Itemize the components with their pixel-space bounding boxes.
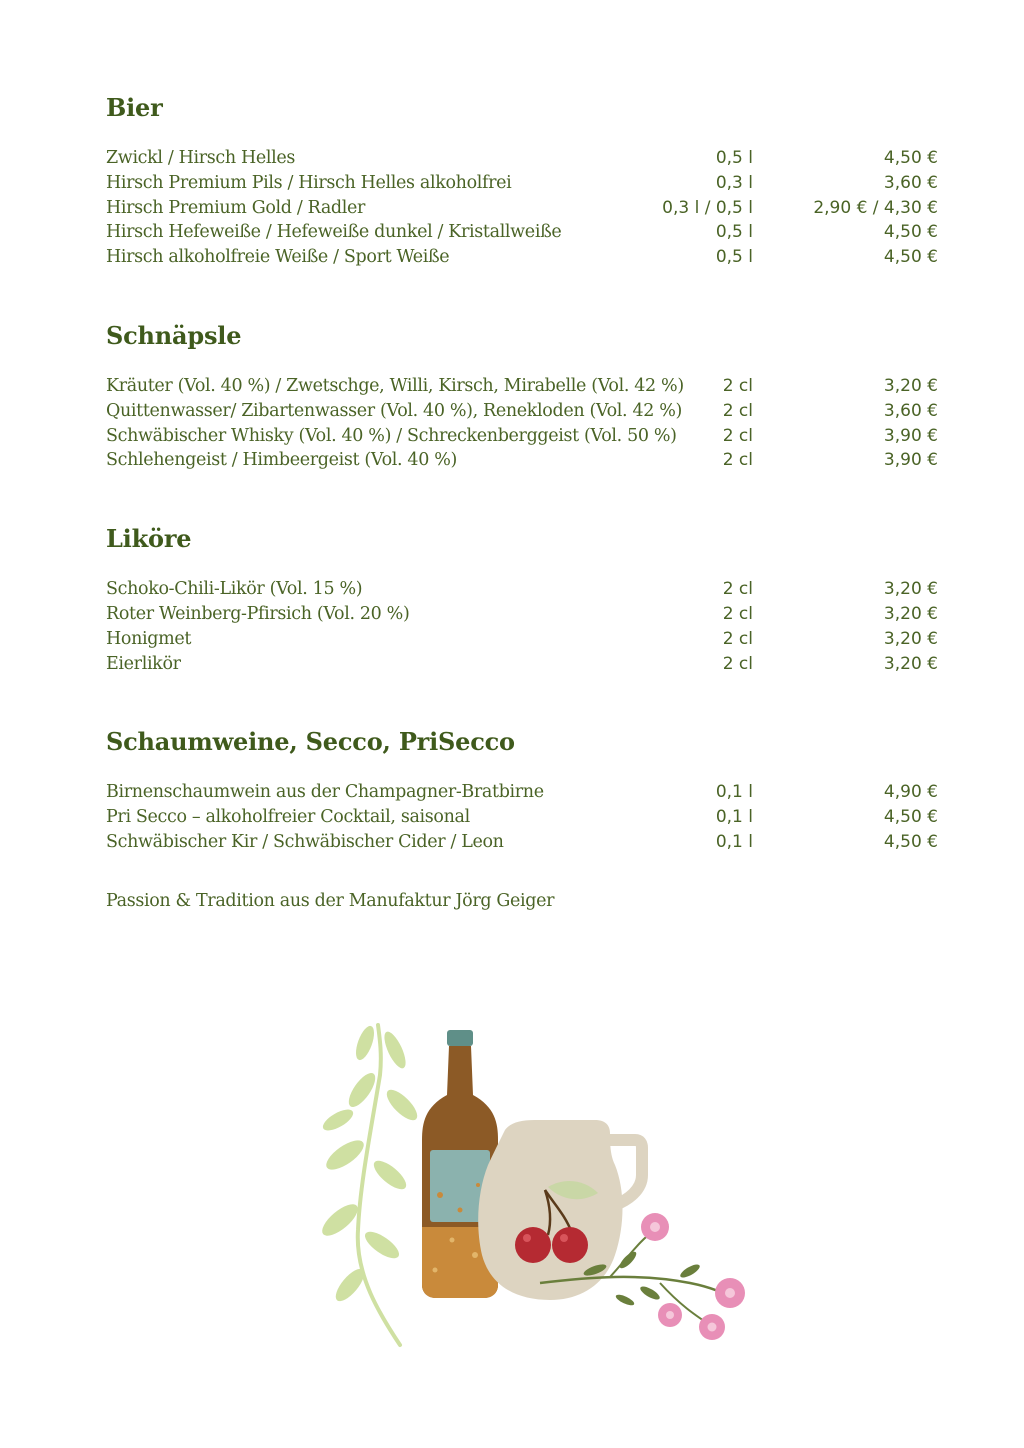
item-volume: 2 cl	[722, 579, 753, 600]
section-likoere	[106, 523, 938, 676]
item-price: 3,20 €	[883, 653, 938, 674]
menu-item	[106, 805, 938, 830]
item-list-likoere	[106, 577, 938, 676]
drinks-menu	[106, 92, 938, 928]
section-title-schnaepsle: Schnäpsle	[106, 320, 242, 350]
menu-item	[106, 220, 938, 245]
item-volume: 2 cl	[722, 603, 753, 624]
menu-item	[106, 830, 938, 855]
item-name: Schlehengeist / Himbeergeist (Vol. 40 %)	[106, 450, 457, 471]
menu-item	[106, 196, 938, 221]
item-price: 3,60 €	[883, 172, 938, 193]
item-list-schnaepsle	[106, 374, 938, 473]
item-volume: 2 cl	[722, 450, 753, 471]
menu-item	[106, 652, 938, 677]
item-name: Birnenschaumwein aus der Champagner-Bratbirne	[106, 782, 544, 803]
item-price: 2,90 € / 4,30 €	[813, 197, 938, 218]
item-name: Eierlikör	[106, 653, 181, 674]
item-price: 4,50 €	[883, 247, 938, 268]
section-title-bier: Bier	[106, 93, 163, 122]
section-schnaepsle	[106, 320, 938, 473]
section-title-likoere: Liköre	[106, 524, 192, 554]
item-name: Roter Weinberg-Pfirsich (Vol. 20 %)	[106, 603, 410, 624]
item-name: Schwäbischer Whisky (Vol. 40 %) / Schreckenberggeist (Vol. 50 %)	[106, 425, 677, 446]
menu-item	[106, 577, 938, 602]
menu-item	[106, 448, 938, 473]
menu-item	[106, 602, 938, 627]
section-schaumweine	[106, 726, 938, 854]
item-volume: 0,1 l	[715, 831, 753, 852]
item-name: Kräuter (Vol. 40 %) / Zwetschge, Willi, Kirsch, Mirabelle (Vol. 42 %)	[106, 375, 684, 396]
item-price: 3,20 €	[883, 375, 938, 396]
item-volume: 2 cl	[722, 425, 753, 446]
menu-item	[106, 399, 938, 424]
item-name: Hirsch alkoholfreie Weiße / Sport Weiße	[106, 247, 450, 268]
item-name: Schwäbischer Kir / Schwäbischer Cider / Leon	[106, 831, 504, 852]
menu-item	[106, 245, 938, 270]
item-price: 3,90 €	[883, 425, 938, 446]
item-price: 4,90 €	[883, 782, 938, 803]
item-price: 3,20 €	[883, 628, 938, 649]
item-name: Hirsch Premium Gold / Radler	[106, 197, 366, 218]
item-price: 4,50 €	[883, 831, 938, 852]
item-volume: 0,3 l	[715, 172, 753, 193]
item-name: Honigmet	[106, 628, 192, 649]
item-name: Quittenwasser/ Zibartenwasser (Vol. 40 %), Renekloden (Vol. 42 %)	[106, 400, 683, 421]
drinks-illustration	[310, 1015, 760, 1360]
item-volume: 0,1 l	[715, 782, 753, 803]
item-price: 4,50 €	[883, 222, 938, 243]
item-volume: 0,1 l	[715, 807, 753, 828]
item-name: Schoko-Chili-Likör (Vol. 15 %)	[106, 579, 363, 600]
item-price: 3,20 €	[883, 579, 938, 600]
section-bier	[106, 92, 938, 270]
menu-item	[106, 374, 938, 399]
item-name: Zwickl / Hirsch Helles	[106, 148, 296, 168]
item-volume: 0,5 l	[715, 247, 753, 268]
item-volume: 0,5 l	[715, 148, 753, 168]
item-volume: 0,5 l	[715, 222, 753, 243]
item-list-bier	[106, 146, 938, 270]
menu-item	[106, 780, 938, 805]
item-price: 3,20 €	[883, 603, 938, 624]
item-list-schaumweine	[106, 780, 938, 854]
menu-item	[106, 171, 938, 196]
item-price: 3,90 €	[883, 450, 938, 471]
section-title-schaumweine: Schaumweine, Secco, PriSecco	[106, 727, 515, 757]
item-volume: 2 cl	[722, 628, 753, 649]
item-volume: 0,3 l / 0,5 l	[662, 197, 753, 218]
item-price: 4,50 €	[883, 807, 938, 828]
item-name: Hirsch Premium Pils / Hirsch Helles alkoholfrei	[106, 172, 512, 193]
item-name: Hirsch Hefeweiße / Hefeweiße dunkel / Kristallweiße	[106, 222, 562, 243]
manufaktur-note: Passion & Tradition aus der Manufaktur Jörg Geiger	[106, 890, 555, 911]
item-name: Pri Secco – alkoholfreier Cocktail, saisonal	[106, 807, 470, 828]
item-price: 4,50 €	[883, 148, 938, 168]
item-volume: 2 cl	[722, 653, 753, 674]
menu-item	[106, 424, 938, 449]
menu-item	[106, 627, 938, 652]
item-volume: 2 cl	[722, 375, 753, 396]
item-volume: 2 cl	[722, 400, 753, 421]
jug-with-cherries-icon	[478, 1120, 642, 1300]
item-price: 3,60 €	[883, 400, 938, 421]
leaf-branch-icon	[317, 1024, 421, 1345]
menu-item	[106, 146, 938, 171]
